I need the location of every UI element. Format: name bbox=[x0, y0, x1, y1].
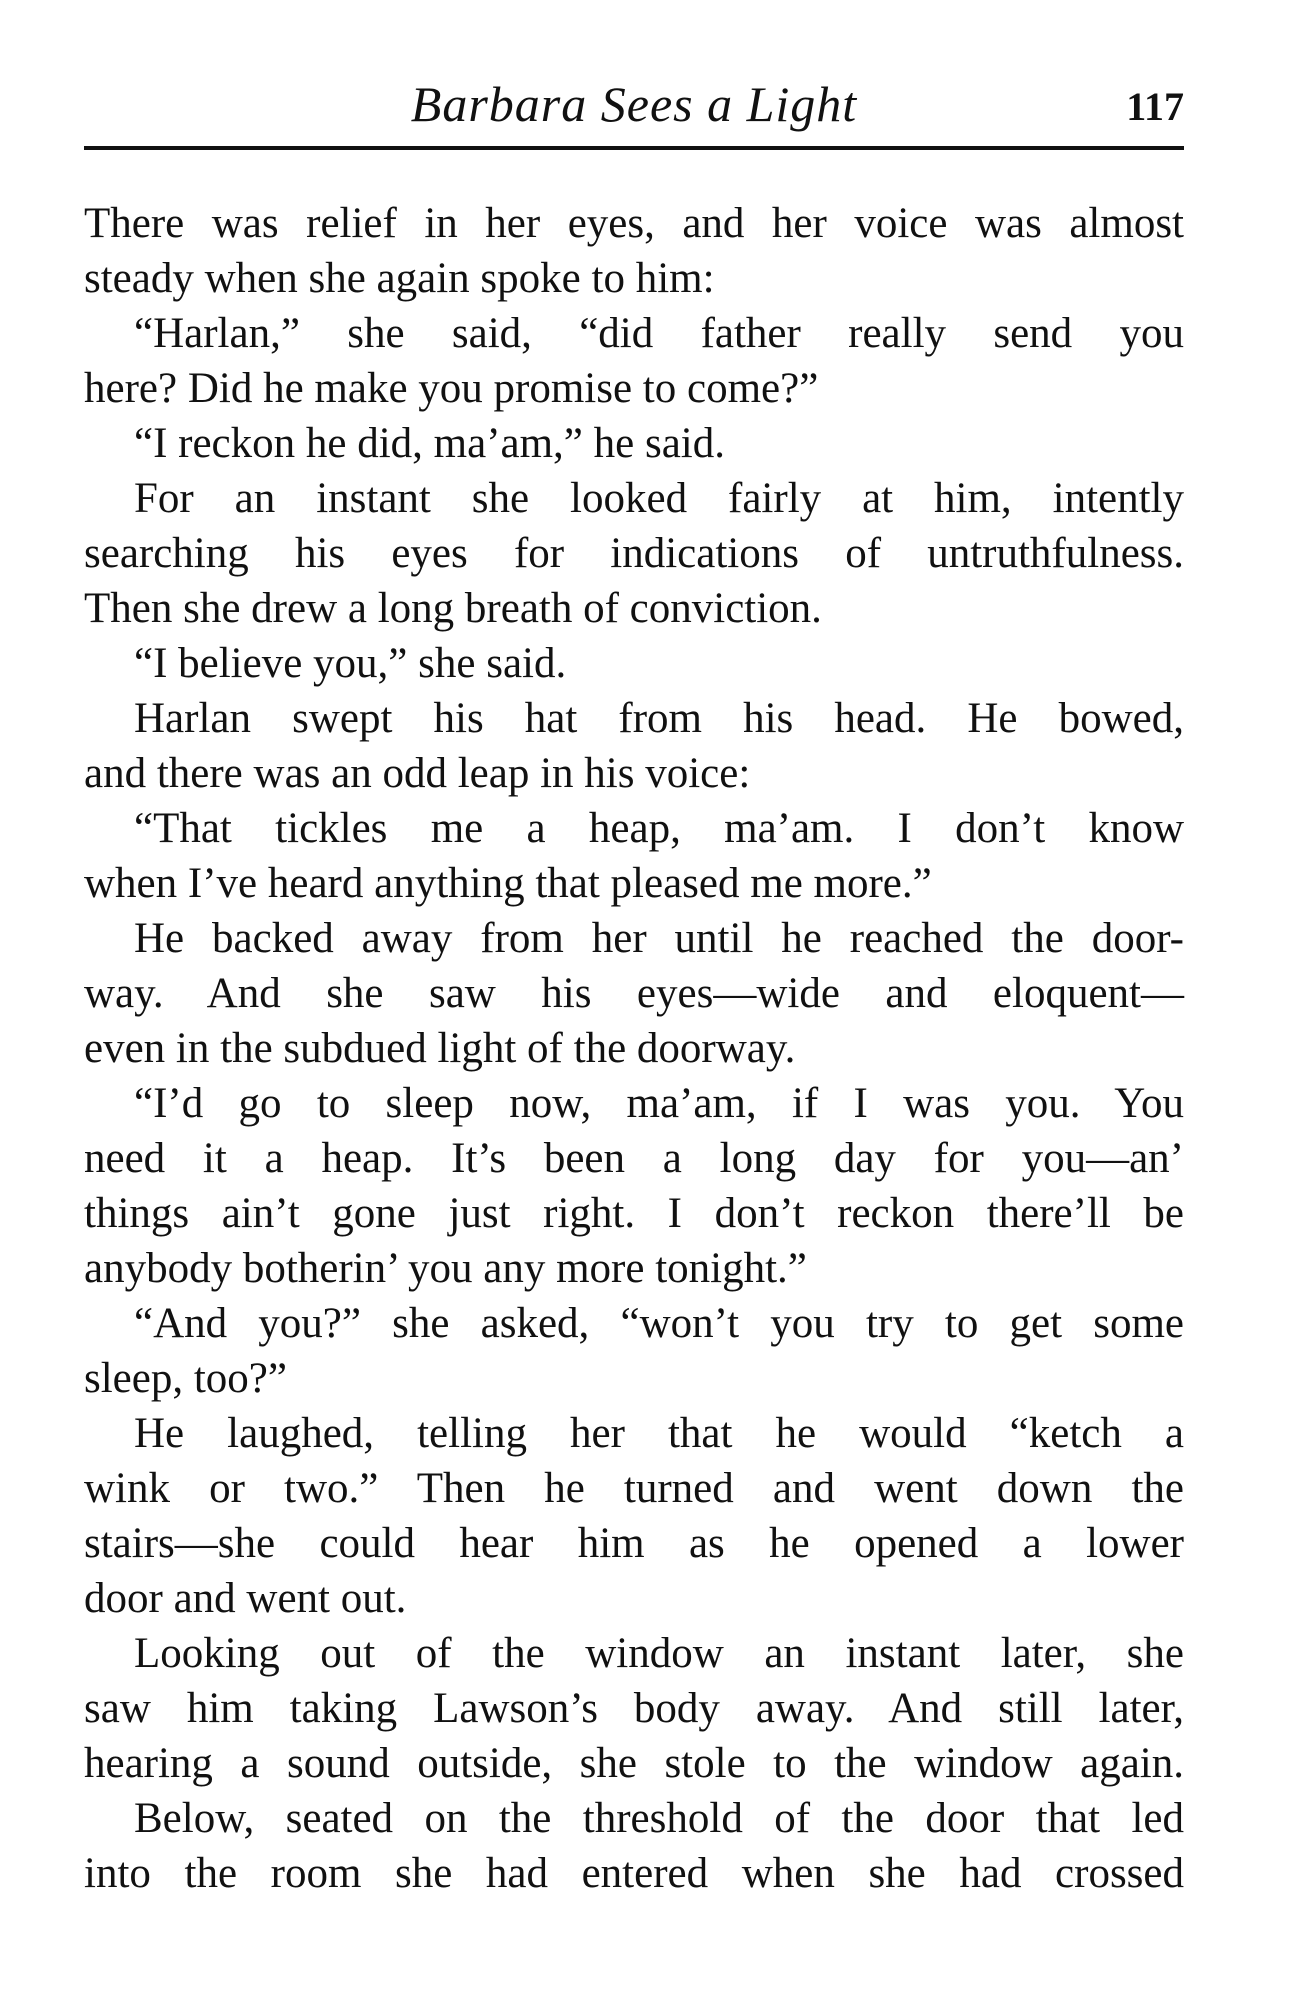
text-line: saw him taking Lawson’s body away. And still later, bbox=[84, 1685, 1184, 1732]
page-number: 117 bbox=[1126, 84, 1184, 129]
text-line: “Harlan,” she said, “did father really send you bbox=[134, 310, 1184, 357]
header-rule bbox=[84, 146, 1184, 150]
text-line: Looking out of the window an instant later, she bbox=[134, 1630, 1184, 1677]
text-line: here? Did he make you promise to come?” bbox=[84, 365, 819, 412]
text-line: He laughed, telling her that he would “ketch a bbox=[134, 1410, 1184, 1457]
running-title: Barbara Sees a Light bbox=[410, 76, 858, 132]
text-line: sleep, too?” bbox=[84, 1355, 287, 1402]
text-line: Harlan swept his hat from his head. He bowed, bbox=[134, 695, 1184, 742]
text-line: Then she drew a long breath of conviction. bbox=[84, 585, 822, 632]
text-line: wink or two.” Then he turned and went down the bbox=[84, 1465, 1184, 1512]
text-line: way. And she saw his eyes—wide and eloquent— bbox=[84, 970, 1184, 1017]
text-line: anybody botherin’ you any more tonight.” bbox=[84, 1245, 807, 1292]
text-line: steady when she again spoke to him: bbox=[84, 255, 715, 302]
text-line: “I believe you,” she said. bbox=[134, 640, 567, 687]
text-line: door and went out. bbox=[84, 1575, 407, 1622]
text-line: when I’ve heard anything that pleased me more.” bbox=[84, 860, 932, 907]
text-line: There was relief in her eyes, and her voice was almost bbox=[84, 200, 1184, 247]
text-line: into the room she had entered when she had crossed bbox=[84, 1850, 1184, 1897]
text-line: “That tickles me a heap, ma’am. I don’t know bbox=[134, 805, 1184, 852]
running-head bbox=[84, 74, 1184, 134]
text-line: stairs—she could hear him as he opened a lower bbox=[84, 1520, 1184, 1567]
text-line: hearing a sound outside, she stole to the window again. bbox=[84, 1740, 1184, 1787]
text-line: searching his eyes for indications of untruthfulness. bbox=[84, 530, 1184, 577]
text-line: Below, seated on the threshold of the door that led bbox=[134, 1795, 1184, 1842]
body-text bbox=[84, 196, 1184, 1901]
text-line: “And you?” she asked, “won’t you try to get some bbox=[134, 1300, 1184, 1347]
text-line: even in the subdued light of the doorway. bbox=[84, 1025, 796, 1072]
text-line: “I reckon he did, ma’am,” he said. bbox=[134, 420, 725, 467]
text-line: For an instant she looked fairly at him, intently bbox=[134, 475, 1184, 522]
text-line: He backed away from her until he reached the door- bbox=[134, 915, 1184, 962]
text-line: and there was an odd leap in his voice: bbox=[84, 750, 751, 797]
text-line: “I’d go to sleep now, ma’am, if I was you. You bbox=[134, 1080, 1184, 1127]
text-line: things ain’t gone just right. I don’t reckon there’ll be bbox=[84, 1190, 1184, 1237]
text-line: need it a heap. It’s been a long day for you—an’ bbox=[84, 1135, 1184, 1182]
